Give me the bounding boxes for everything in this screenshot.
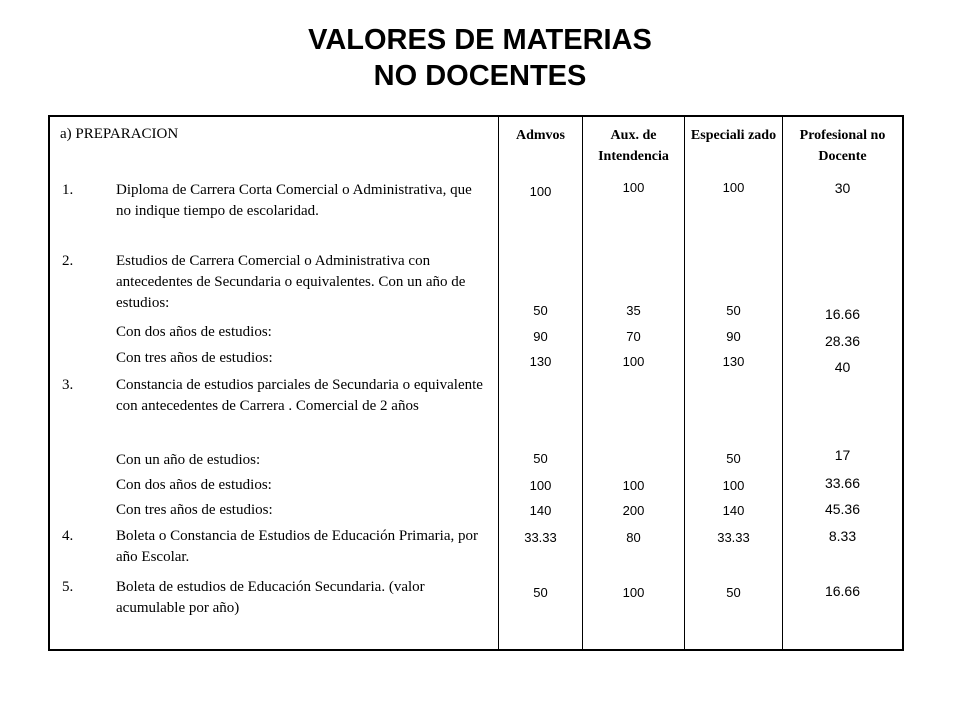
value-profesional: 17	[834, 447, 851, 463]
value-admvos: 33.33	[524, 530, 557, 545]
item-description: Diploma de Carrera Corta Comercial o Administrativa, que no indique tiempo de escolaridad.	[116, 182, 472, 219]
value-especializado: 50	[726, 585, 741, 600]
value-profesional: 16.66	[824, 583, 861, 599]
value-aux-intendencia: 80	[626, 530, 641, 545]
column-divider	[582, 117, 583, 649]
values-table	[48, 115, 904, 651]
value-especializado: 50	[726, 451, 741, 466]
value-admvos: 100	[529, 184, 552, 199]
item-description: Estudios de Carrera Comercial o Administrativa con antecedentes de Secundaria o equivalentes. Con un año de estudios:	[116, 253, 466, 311]
section-heading: a) PREPARACION	[60, 126, 179, 142]
value-profesional: 45.36	[824, 501, 861, 517]
column-divider	[782, 117, 783, 649]
value-admvos: 50	[533, 451, 548, 466]
item-description: Con tres años de estudios:	[116, 350, 273, 366]
value-admvos: 50	[533, 303, 548, 318]
value-aux-intendencia: 100	[622, 585, 645, 600]
value-admvos: 50	[533, 585, 548, 600]
page-title	[0, 22, 960, 94]
value-profesional: 28.36	[824, 333, 861, 349]
value-especializado: 100	[722, 180, 745, 195]
item-number: 2.	[62, 253, 74, 269]
value-especializado: 50	[726, 303, 741, 318]
value-especializado: 100	[722, 478, 745, 493]
value-aux-intendencia: 70	[626, 329, 641, 344]
page-title-line-1: VALORES DE MATERIAS	[308, 24, 652, 56]
page-title-line-2: NO DOCENTES	[373, 60, 587, 92]
column-header-aux-intendencia: Aux. de Intendencia	[598, 128, 669, 164]
value-aux-intendencia: 100	[622, 478, 645, 493]
value-admvos: 100	[529, 478, 552, 493]
value-aux-intendencia: 200	[622, 503, 645, 518]
item-description: Constancia de estudios parciales de Secundaria o equivalente con antecedentes de Carrera . Comercial de 2 años	[116, 377, 483, 414]
item-number: 4.	[62, 528, 74, 544]
item-description: Con un año de estudios:	[116, 452, 261, 468]
value-admvos: 90	[533, 329, 548, 344]
column-header-especializado: Especiali zado	[690, 128, 777, 143]
value-profesional: 16.66	[824, 306, 861, 322]
item-number: 5.	[62, 579, 74, 595]
column-header-admvos: Admvos	[515, 128, 565, 143]
value-especializado: 140	[722, 503, 745, 518]
item-number: 3.	[62, 377, 74, 393]
value-profesional: 40	[834, 359, 851, 375]
value-admvos: 130	[529, 354, 552, 369]
value-profesional: 33.66	[824, 475, 861, 491]
value-aux-intendencia: 100	[622, 180, 645, 195]
column-divider	[684, 117, 685, 649]
item-number: 1.	[62, 182, 74, 198]
value-profesional: 30	[834, 180, 851, 196]
value-aux-intendencia: 35	[626, 303, 641, 318]
item-description: Con dos años de estudios:	[116, 477, 272, 493]
column-header-profesional: Profesional no Docente	[799, 128, 886, 164]
item-description: Con dos años de estudios:	[116, 324, 272, 340]
item-description: Boleta o Constancia de Estudios de Educación Primaria, por año Escolar.	[116, 528, 478, 565]
value-especializado: 130	[722, 354, 745, 369]
value-especializado: 90	[726, 329, 741, 344]
item-description: Boleta de estudios de Educación Secundaria. (valor acumulable por año)	[116, 579, 425, 616]
value-profesional: 8.33	[828, 528, 857, 544]
value-aux-intendencia: 100	[622, 354, 645, 369]
value-admvos: 140	[529, 503, 552, 518]
value-especializado: 33.33	[717, 530, 750, 545]
item-description: Con tres años de estudios:	[116, 502, 273, 518]
